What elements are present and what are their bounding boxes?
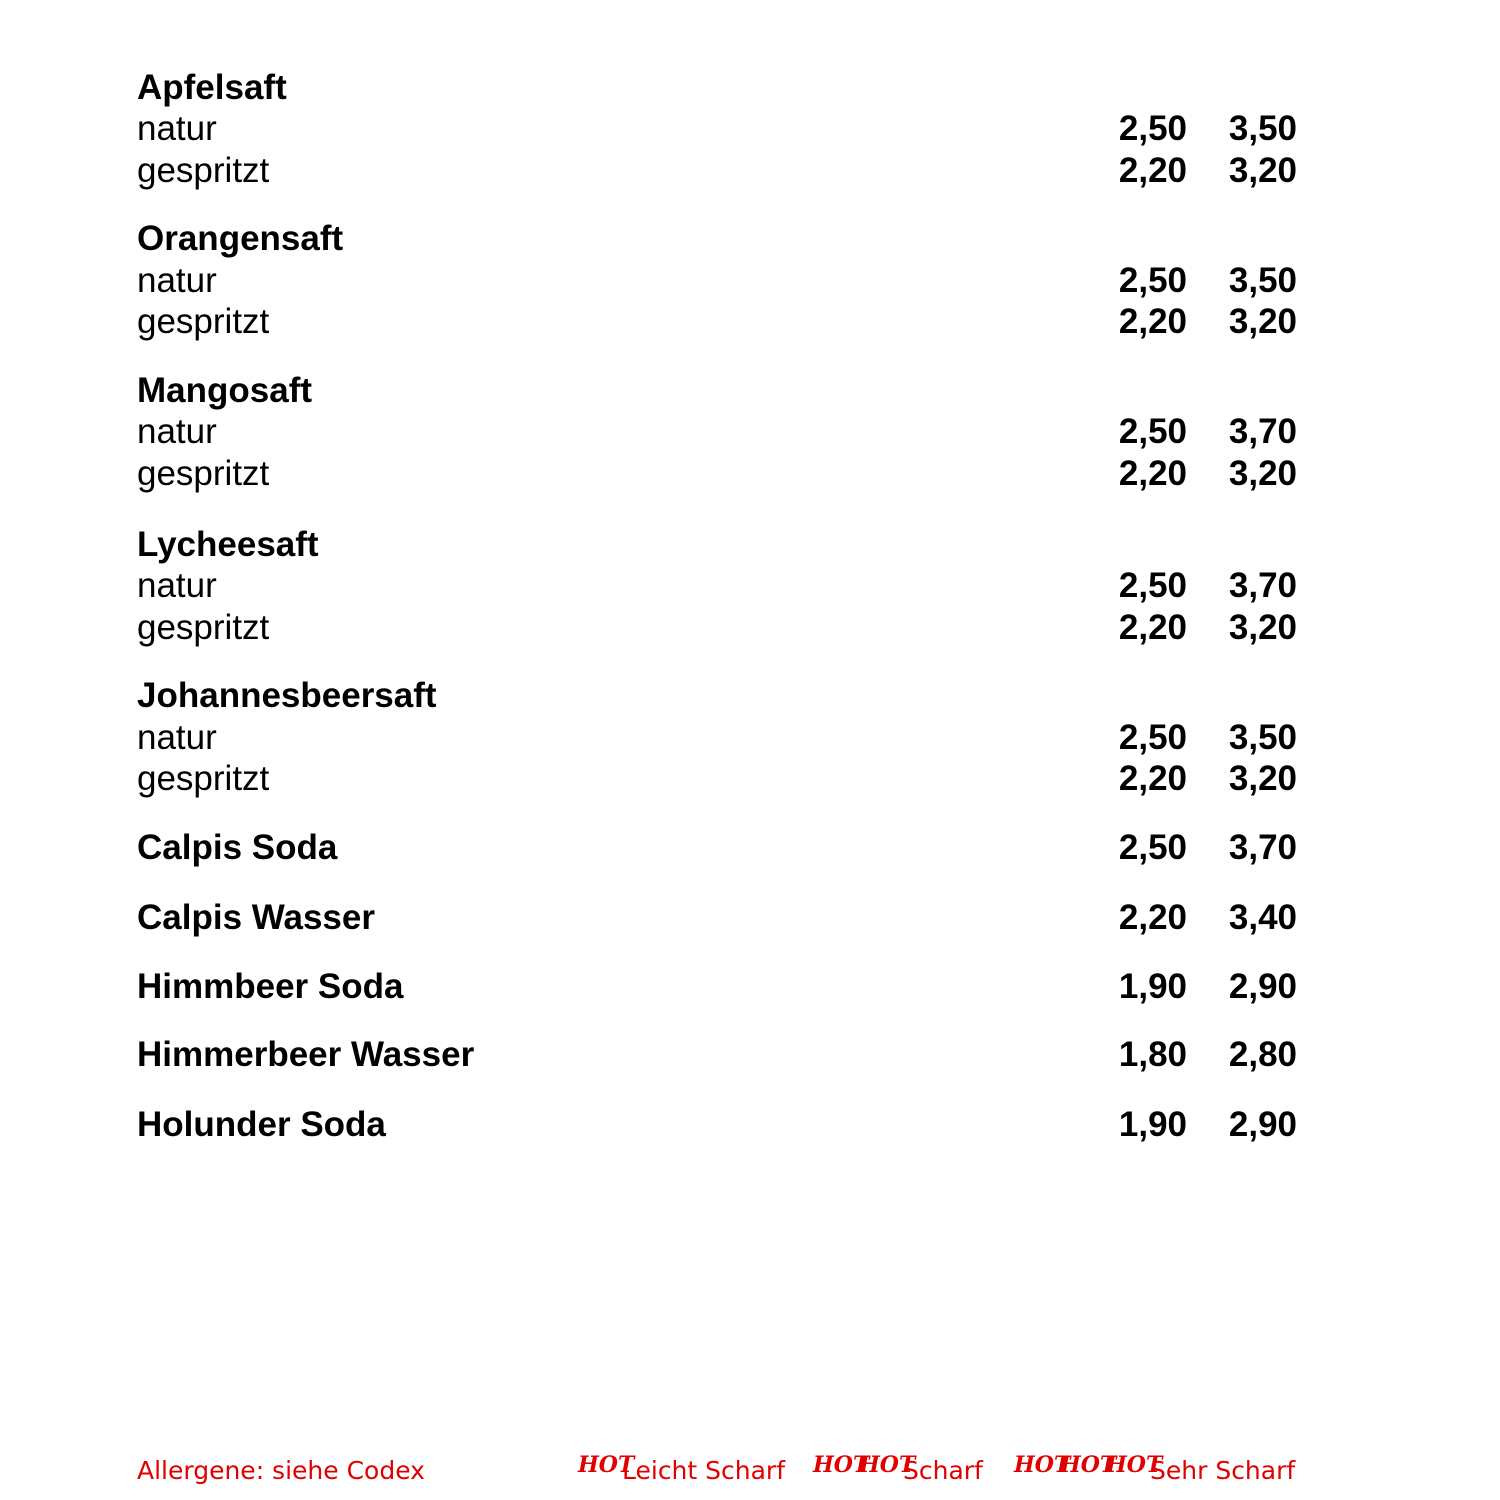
price-row <box>137 300 1300 344</box>
spice-label: Scharf <box>903 1456 983 1485</box>
variant-label: natur <box>137 109 217 148</box>
price-small: 2,20 <box>1118 454 1187 493</box>
section-title: Johannesbeersaft <box>137 676 437 715</box>
item-label: Holunder Soda <box>137 1105 386 1144</box>
price-large: 3,50 <box>1228 718 1297 757</box>
spice-label: Sehr Scharf <box>1150 1456 1296 1485</box>
item-himmbeer-soda <box>137 965 1300 1009</box>
price-small: 2,50 <box>1118 261 1187 300</box>
price-large: 2,80 <box>1228 1035 1297 1074</box>
item-label: Calpis Wasser <box>137 898 375 937</box>
spice-legend-leicht <box>576 1450 785 1490</box>
spice-legend-scharf <box>811 1450 983 1490</box>
price-row <box>137 452 1300 496</box>
price-large: 3,20 <box>1228 608 1297 647</box>
price-small: 2,20 <box>1118 759 1187 798</box>
price-small: 2,50 <box>1118 566 1187 605</box>
section-orangensaft <box>137 217 1300 261</box>
price-row <box>137 716 1300 760</box>
price-large: 3,50 <box>1228 109 1297 148</box>
price-small: 2,50 <box>1118 828 1187 867</box>
variant-label: gespritzt <box>137 302 270 341</box>
price-large: 2,90 <box>1228 967 1297 1006</box>
variant-label: gespritzt <box>137 608 270 647</box>
svg-text:HOT: HOT <box>1014 1452 1071 1478</box>
price-row <box>137 757 1300 801</box>
section-title: Mangosaft <box>137 371 312 410</box>
hot-pepper-icon <box>1058 1450 1117 1480</box>
price-row <box>137 259 1300 303</box>
price-small: 2,20 <box>1118 302 1187 341</box>
price-large: 3,70 <box>1228 412 1297 451</box>
svg-text:HOT: HOT <box>578 1452 635 1478</box>
allergen-note: Allergene: siehe Codex <box>137 1456 425 1485</box>
section-apfelsaft <box>137 66 1300 110</box>
item-label: Himmerbeer Wasser <box>137 1035 475 1074</box>
price-small: 2,20 <box>1118 608 1187 647</box>
price-large: 3,40 <box>1228 898 1297 937</box>
item-calpis-wasser <box>137 896 1300 940</box>
section-johannesbeersaft <box>137 674 1300 718</box>
price-row <box>137 107 1300 151</box>
section-mangosaft <box>137 369 1300 413</box>
price-large: 3,20 <box>1228 151 1297 190</box>
price-small: 2,50 <box>1118 109 1187 148</box>
price-small: 2,20 <box>1118 898 1187 937</box>
variant-label: gespritzt <box>137 454 270 493</box>
variant-label: natur <box>137 566 217 605</box>
price-large: 2,90 <box>1228 1105 1297 1144</box>
hot-pepper-icon <box>811 1450 870 1480</box>
variant-label: gespritzt <box>137 151 270 190</box>
price-small: 2,50 <box>1118 412 1187 451</box>
section-title: Lycheesaft <box>137 525 319 564</box>
section-title: Orangensaft <box>137 219 344 258</box>
item-label: Calpis Soda <box>137 828 338 867</box>
price-small: 1,90 <box>1118 967 1187 1006</box>
hot-pepper-icon <box>1012 1450 1071 1480</box>
hot-pepper-icon <box>1104 1450 1163 1480</box>
price-row <box>137 410 1300 454</box>
spice-label: Leicht Scharf <box>622 1456 786 1485</box>
price-row <box>137 606 1300 650</box>
price-large: 3,70 <box>1228 566 1297 605</box>
svg-text:HOT: HOT <box>859 1452 916 1478</box>
item-calpis-soda <box>137 826 1300 870</box>
svg-text:HOT: HOT <box>813 1452 870 1478</box>
variant-label: natur <box>137 261 217 300</box>
hot-pepper-icon <box>857 1450 916 1480</box>
price-small: 2,20 <box>1118 151 1187 190</box>
price-row <box>137 149 1300 193</box>
variant-label: natur <box>137 718 217 757</box>
section-lycheesaft <box>137 523 1300 567</box>
price-large: 3,70 <box>1228 828 1297 867</box>
svg-text:HOT: HOT <box>1106 1452 1163 1478</box>
price-large: 3,20 <box>1228 759 1297 798</box>
variant-label: gespritzt <box>137 759 270 798</box>
price-small: 1,80 <box>1118 1035 1187 1074</box>
footer <box>0 1448 1500 1498</box>
item-himmerbeer-wasser <box>137 1033 1300 1077</box>
hot-pepper-icon <box>576 1450 635 1480</box>
price-large: 3,20 <box>1228 454 1297 493</box>
section-title: Apfelsaft <box>137 68 287 107</box>
svg-text:HOT: HOT <box>1060 1452 1117 1478</box>
price-row <box>137 564 1300 608</box>
price-small: 1,90 <box>1118 1105 1187 1144</box>
item-label: Himmbeer Soda <box>137 967 404 1006</box>
item-holunder-soda <box>137 1103 1300 1147</box>
price-large: 3,20 <box>1228 302 1297 341</box>
variant-label: natur <box>137 412 217 451</box>
price-small: 2,50 <box>1118 718 1187 757</box>
spice-legend-sehr <box>1012 1450 1295 1490</box>
price-large: 3,50 <box>1228 261 1297 300</box>
